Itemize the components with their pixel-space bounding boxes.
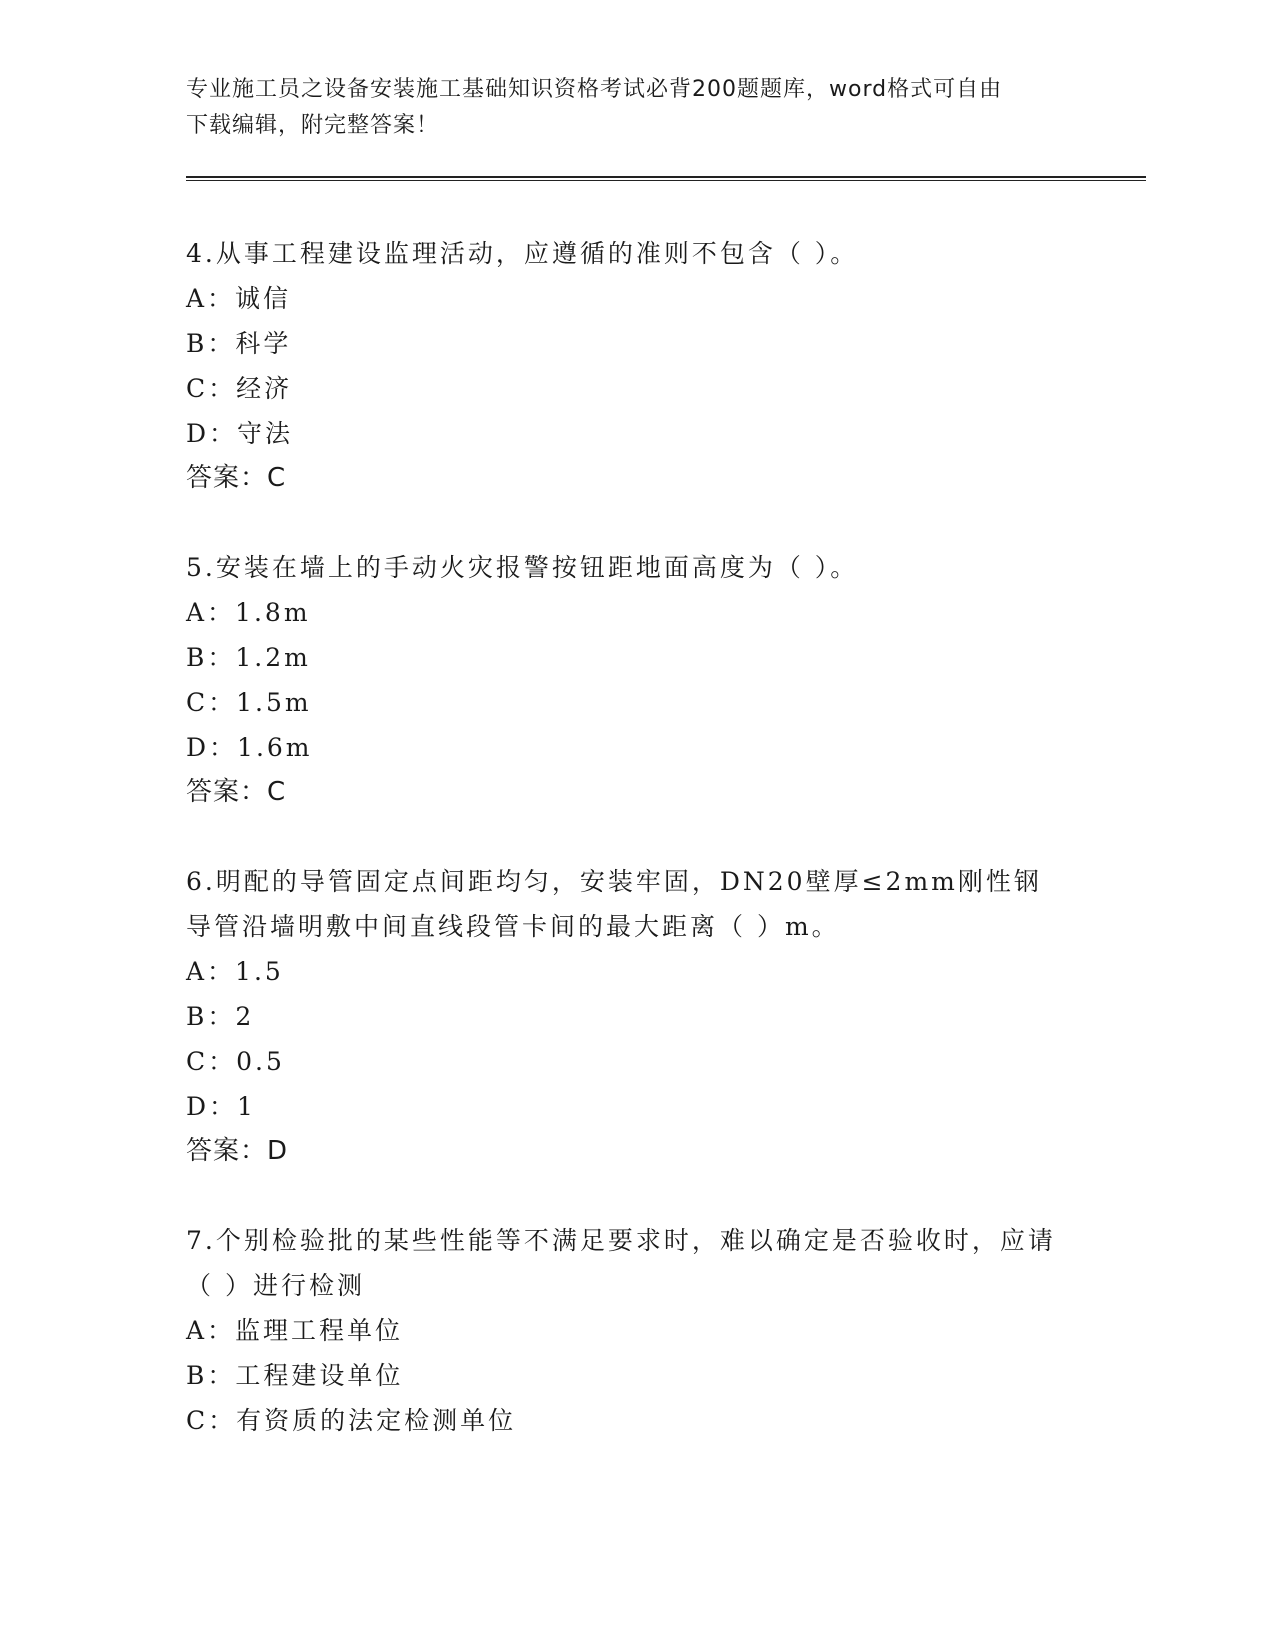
answer: 答案：D	[186, 1136, 289, 1166]
option-c: C：有资质的法定检测单位	[186, 1406, 517, 1435]
question-stem: 7.个别检验批的某些性能等不满足要求时，难以确定是否验收时，应请（ ）进行检测	[186, 1226, 1056, 1300]
option-d: D：1.6m	[186, 733, 313, 762]
option-b: B：1.2m	[186, 643, 311, 672]
question-6	[186, 859, 1066, 1174]
question-7	[186, 1218, 1066, 1443]
question-stem: 6.明配的导管固定点间距均匀，安装牢固，DN20壁厚≤2mm刚性钢导管沿墙明敷中间直线段管卡间的最大距离（ ）m。	[186, 867, 1042, 941]
answer: 答案：C	[186, 777, 287, 807]
option-a: A：监理工程单位	[186, 1316, 404, 1345]
header-title-line-2: 下载编辑，附完整答案！	[186, 113, 440, 138]
option-c: C：经济	[186, 374, 293, 403]
question-5	[186, 545, 1066, 815]
question-stem: 4.从事工程建设监理活动，应遵循的准则不包含（ ）。	[186, 239, 859, 268]
answer: 答案：C	[186, 463, 287, 493]
option-a: A：1.8m	[186, 598, 311, 627]
header-divider	[186, 176, 1146, 181]
option-b: B：工程建设单位	[186, 1361, 404, 1390]
question-stem: 5.安装在墙上的手动火灾报警按钮距地面高度为（ ）。	[186, 553, 859, 582]
option-b: B：2	[186, 1002, 255, 1031]
question-list	[186, 231, 1066, 1487]
option-d: D：守法	[186, 419, 294, 448]
option-c: C：0.5	[186, 1047, 285, 1076]
option-a: A：诚信	[186, 284, 292, 313]
header-title-line-1: 专业施工员之设备安装施工基础知识资格考试必背200题题库，word格式可自由	[186, 77, 1003, 102]
document-header	[186, 72, 1066, 144]
option-c: C：1.5m	[186, 688, 312, 717]
option-a: A：1.5	[186, 957, 284, 986]
option-b: B：科学	[186, 329, 292, 358]
option-d: D：1	[186, 1092, 256, 1121]
question-4	[186, 231, 1066, 501]
